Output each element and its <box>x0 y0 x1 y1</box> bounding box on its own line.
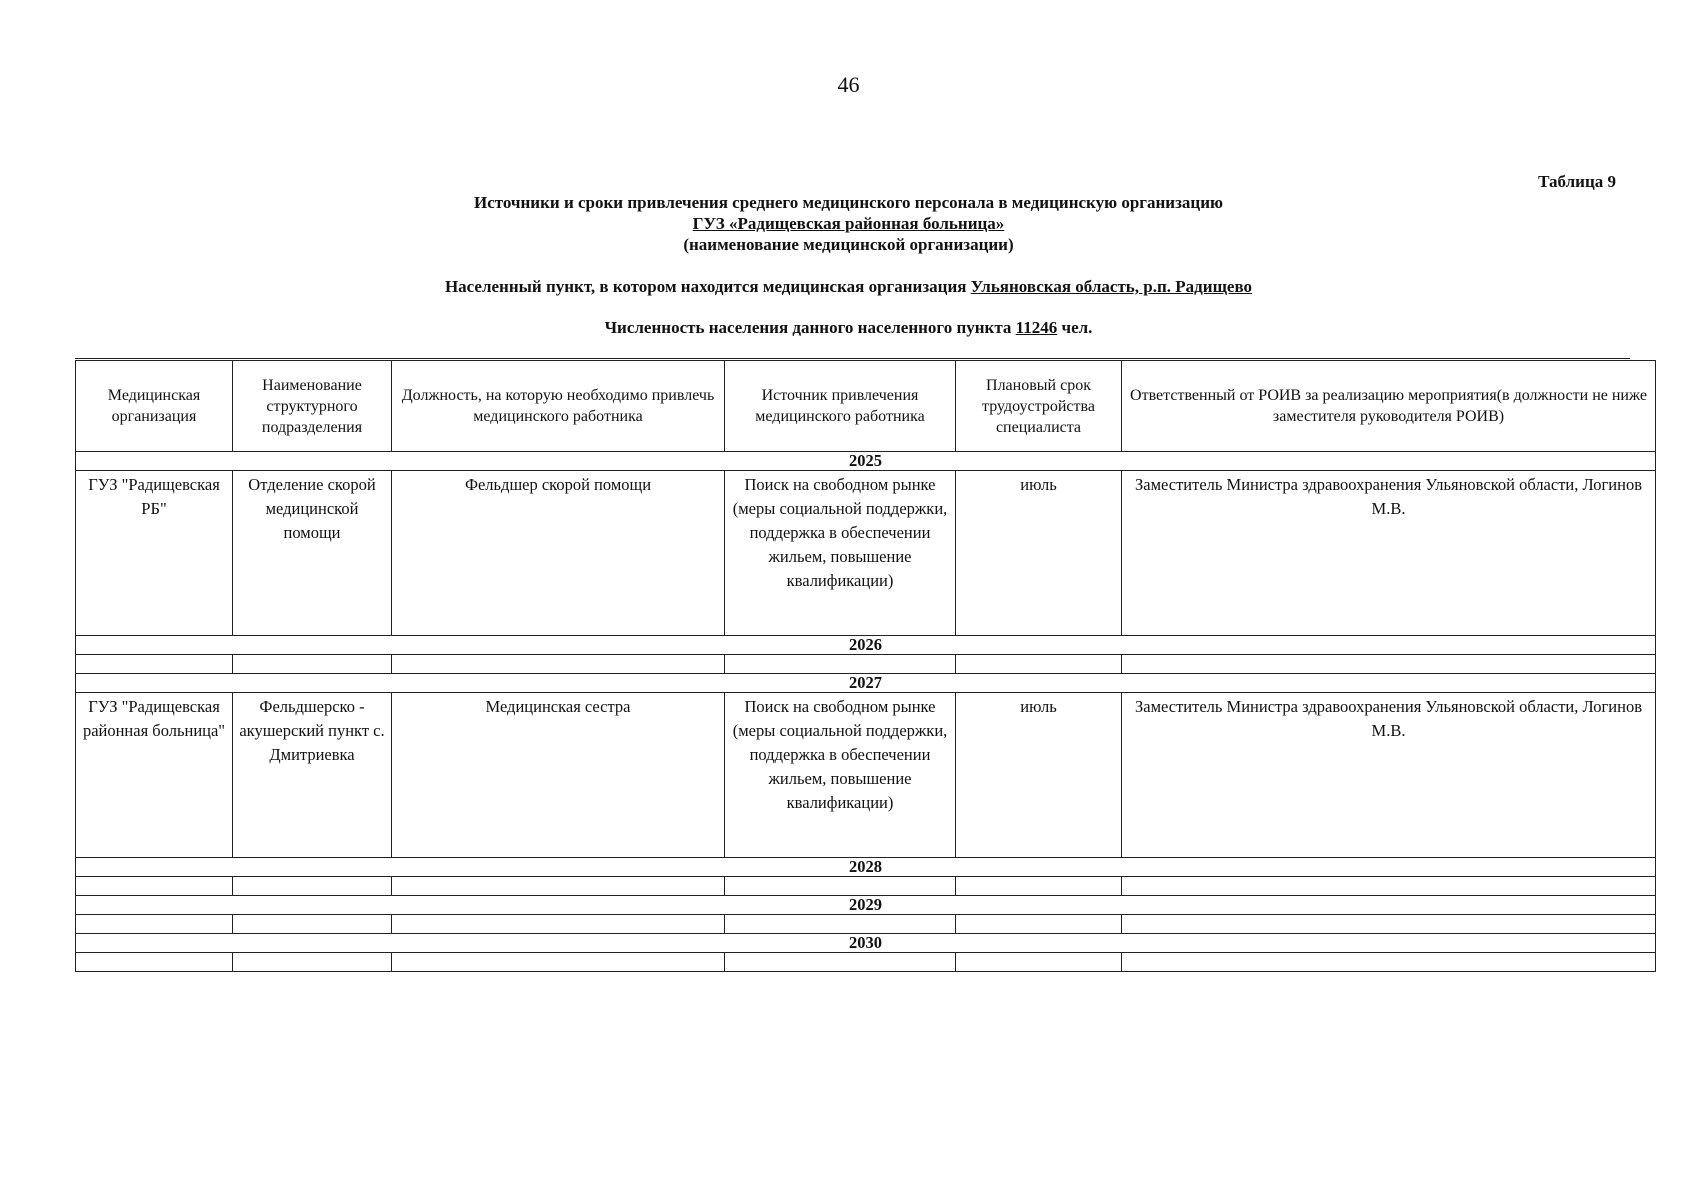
header-source: Источник привлечения медицинского работника <box>725 361 956 452</box>
cell-term: июль <box>956 693 1122 858</box>
cell-position: Медицинская сестра <box>392 693 725 858</box>
empty-row <box>76 877 1656 896</box>
top-rule <box>75 358 1630 359</box>
empty-row <box>76 655 1656 674</box>
cell-responsible: Заместитель Министра здравоохранения Ульяновской области, Логинов М.В. <box>1122 471 1656 636</box>
locality-value: Ульяновская область, р.п. Радищево <box>970 277 1253 296</box>
organization-caption: (наименование медицинской организации) <box>683 235 1014 254</box>
empty-row <box>76 953 1656 972</box>
cell-responsible: Заместитель Министра здравоохранения Ульяновской области, Логинов М.В. <box>1122 693 1656 858</box>
document-title: Источники и сроки привлечения среднего медицинского персонала в медицинскую организацию <box>473 193 1224 212</box>
year-2025: 2025 <box>76 452 1656 471</box>
year-row <box>76 452 1656 471</box>
header-responsible: Ответственный от РОИВ за реализацию мероприятия(в должности не ниже заместителя руководителя РОИВ) <box>1122 361 1656 452</box>
year-2027: 2027 <box>76 674 1656 693</box>
staffing-table <box>75 360 1656 972</box>
header-position: Должность, на которую необходимо привлечь медицинского работника <box>392 361 725 452</box>
table-row <box>76 471 1656 636</box>
organization-name-line <box>0 214 1697 234</box>
cell-term: июль <box>956 471 1122 636</box>
organization-name: ГУЗ «Радищевская районная больница» <box>692 214 1005 233</box>
year-2029: 2029 <box>76 896 1656 915</box>
population-unit: чел. <box>1061 318 1093 337</box>
year-2028: 2028 <box>76 858 1656 877</box>
header-department: Наименование структурного подразделения <box>233 361 392 452</box>
page-number: 46 <box>837 72 860 97</box>
population-value: 11246 <box>1015 318 1058 337</box>
year-2026: 2026 <box>76 636 1656 655</box>
locality-label: Населенный пункт, в котором находится медицинская организация <box>444 277 967 296</box>
table-row <box>76 693 1656 858</box>
year-2030: 2030 <box>76 934 1656 953</box>
locality-line <box>0 277 1697 297</box>
population-line <box>0 318 1697 338</box>
header-term: Плановый срок трудоустройства специалиста <box>956 361 1122 452</box>
cell-department: Отделение скорой медицинской помощи <box>233 471 392 636</box>
cell-position: Фельдшер скорой помощи <box>392 471 725 636</box>
table-header-row <box>76 361 1656 452</box>
population-label: Численность населения данного населенного пункта <box>604 318 1012 337</box>
year-row <box>76 896 1656 915</box>
table-label: Таблица 9 <box>1538 172 1616 191</box>
cell-organization: ГУЗ "Радищевская районная больница" <box>76 693 233 858</box>
year-row <box>76 674 1656 693</box>
cell-department: Фельдшерско - акушерский пункт с. Дмитриевка <box>233 693 392 858</box>
cell-organization: ГУЗ "Радищевская РБ" <box>76 471 233 636</box>
cell-source: Поиск на свободном рынке (меры социальной поддержки, поддержка в обеспечении жильем, повышение квалификации) <box>725 693 956 858</box>
year-row <box>76 934 1656 953</box>
empty-row <box>76 915 1656 934</box>
year-row <box>76 636 1656 655</box>
year-row <box>76 858 1656 877</box>
header-organization: Медицинская организация <box>76 361 233 452</box>
cell-source: Поиск на свободном рынке (меры социальной поддержки, поддержка в обеспечении жильем, повышение квалификации) <box>725 471 956 636</box>
